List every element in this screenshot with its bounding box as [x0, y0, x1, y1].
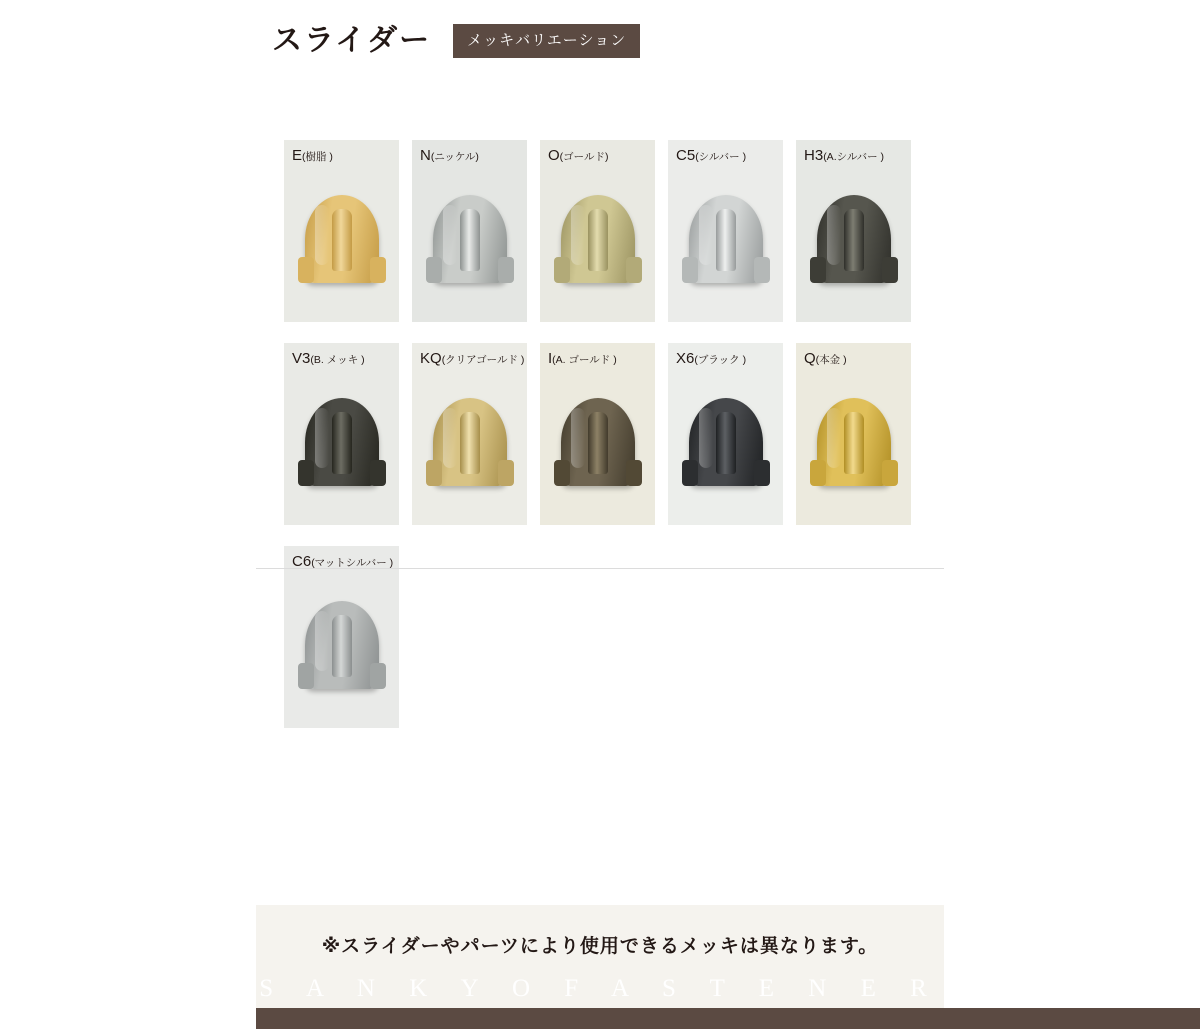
- swatch-cell-e[interactable]: [284, 140, 399, 322]
- swatch-code: X6: [676, 350, 695, 367]
- slider-image-o: [540, 140, 655, 322]
- swatch-label: [676, 350, 746, 368]
- swatch-name: (シルバー ): [695, 151, 747, 163]
- swatch-cell-n[interactable]: [412, 140, 527, 322]
- swatch-cell-i[interactable]: [540, 343, 655, 525]
- swatch-cell-q[interactable]: [796, 343, 911, 525]
- swatch-code: C6: [292, 553, 312, 570]
- slider-image-x6: [668, 343, 783, 525]
- swatch-label: [292, 350, 365, 368]
- swatch-name: (ブラック ): [694, 354, 747, 366]
- swatch-cell-h3[interactable]: [796, 140, 911, 322]
- swatch-row: [284, 546, 924, 728]
- swatch-name: (クリアゴールド ): [441, 354, 525, 366]
- swatch-label: [420, 350, 524, 368]
- swatch-name: (樹脂 ): [302, 151, 333, 163]
- swatch-code: N: [420, 147, 431, 164]
- header-badge: メッキバリエーション: [453, 24, 640, 58]
- swatch-code: Q: [804, 350, 816, 367]
- slider-image-e: [284, 140, 399, 322]
- page-title: スライダー: [272, 24, 432, 57]
- slider-image-i: [540, 343, 655, 525]
- page-header: [272, 24, 640, 58]
- swatch-code: I: [548, 350, 553, 367]
- swatch-name: (A. ゴールド ): [552, 354, 617, 366]
- swatch-name: (A.シルバー ): [823, 151, 885, 163]
- swatch-code: O: [548, 147, 560, 164]
- footer-bar: [256, 1008, 1200, 1029]
- swatch-cell-x6[interactable]: [668, 343, 783, 525]
- slider-image-c5: [668, 140, 783, 322]
- swatch-row: [284, 140, 924, 322]
- swatch-grid: [284, 140, 924, 749]
- swatch-name: (ゴールド): [559, 151, 609, 163]
- swatch-label: [548, 350, 617, 368]
- brand-watermark: S A N K Y O F A S T E N E R: [259, 975, 941, 1002]
- swatch-label: [676, 147, 746, 165]
- swatch-name: (B. メッキ ): [310, 354, 365, 366]
- slider-image-n: [412, 140, 527, 322]
- footer-note: ※スライダーやパーツにより使用できるメッキは異なります。: [321, 936, 879, 957]
- swatch-name: (マットシルバー ): [311, 557, 394, 569]
- swatch-name: (本金 ): [815, 354, 847, 366]
- swatch-label: [292, 553, 393, 571]
- slider-image-h3: [796, 140, 911, 322]
- slider-image-v3: [284, 343, 399, 525]
- swatch-cell-o[interactable]: [540, 140, 655, 322]
- swatch-label: [420, 147, 479, 165]
- swatch-cell-c6[interactable]: [284, 546, 399, 728]
- swatch-code: H3: [804, 147, 824, 164]
- swatch-code: C5: [676, 147, 696, 164]
- swatch-cell-v3[interactable]: [284, 343, 399, 525]
- swatch-row: [284, 343, 924, 525]
- swatch-code: E: [292, 147, 303, 164]
- swatch-code: KQ: [420, 350, 442, 367]
- swatch-name: (ニッケル): [430, 151, 479, 163]
- slider-image-q: [796, 343, 911, 525]
- slider-image-c6: [284, 546, 399, 728]
- swatch-label: [804, 350, 847, 368]
- swatch-label: [804, 147, 884, 165]
- swatch-cell-c5[interactable]: [668, 140, 783, 322]
- swatch-code: V3: [292, 350, 311, 367]
- slider-image-kq: [412, 343, 527, 525]
- swatch-label: [292, 147, 333, 165]
- swatch-label: [548, 147, 608, 165]
- swatch-cell-kq[interactable]: [412, 343, 527, 525]
